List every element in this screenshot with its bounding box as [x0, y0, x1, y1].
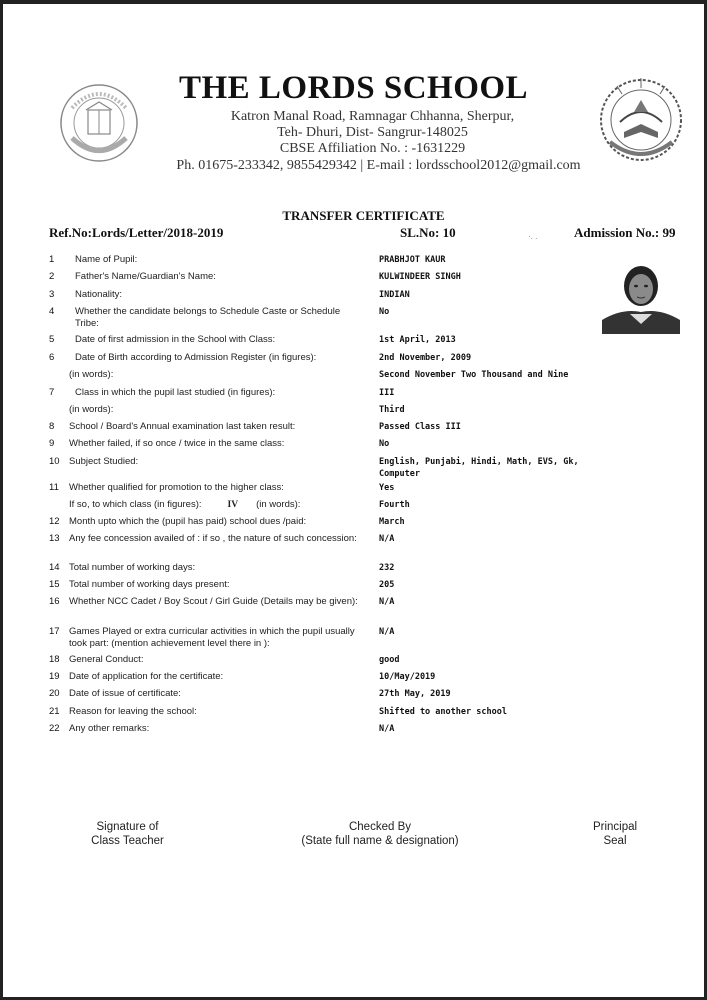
row-number: 21	[49, 706, 60, 717]
row-label: Month upto which the (pupil has paid) school dues /paid:	[69, 516, 307, 527]
serial-number: SL.No: 10	[400, 225, 456, 240]
row-label: (in words):	[69, 369, 114, 380]
row-number: 11	[49, 482, 59, 493]
row-value: 27th May, 2019	[379, 689, 451, 699]
signature-label-line1: Principal	[592, 821, 638, 833]
row-number: 10	[49, 456, 60, 467]
row-label-suffix: (in words):	[256, 499, 301, 510]
reference-number: Ref.No:Lords/Letter/2018-2019	[49, 225, 224, 240]
row-value: III	[379, 388, 395, 398]
signature-label-line1: Checked By	[348, 821, 411, 833]
row-value: 2nd November, 2009	[379, 353, 472, 363]
class-teacher-signature	[70, 820, 185, 848]
row-value: INDIAN	[379, 290, 410, 300]
scan-speck: ·. .	[528, 232, 538, 241]
row-label: Total number of working days:	[69, 562, 196, 573]
row-label: Name of Pupil:	[75, 254, 138, 265]
school-name: THE LORDS SCHOOL	[178, 70, 529, 106]
row-label: Reason for leaving the school:	[69, 706, 197, 717]
row-label: Whether the candidate belongs to Schedule Caste or Schedule Tribe:	[75, 306, 341, 329]
row-value: Third	[379, 405, 405, 415]
row-value: KULWINDEER SINGH	[379, 272, 461, 282]
row-number: 4	[49, 306, 55, 317]
row-label: Class in which the pupil last studied (in figures):	[75, 387, 276, 398]
signature-label-line2: Class Teacher	[91, 835, 164, 847]
signature-label-line2: Seal	[603, 835, 627, 847]
row-number: 3	[49, 289, 55, 300]
row-value: No	[379, 307, 390, 317]
row-number: 19	[49, 671, 60, 682]
row-label: Date of issue of certificate:	[69, 688, 181, 699]
row-label-prefix: If so, to which class (in figures):	[69, 499, 202, 510]
row-label: (in words):	[69, 404, 114, 415]
row-label	[69, 499, 379, 511]
checked-by-signature	[280, 820, 480, 848]
row-number: 20	[49, 688, 60, 699]
row-number: 9	[49, 438, 55, 449]
row-label: School / Board's Annual examination last taken result:	[69, 421, 296, 432]
row-value: Fourth	[379, 500, 410, 510]
row-label: Whether qualified for promotion to the higher class:	[69, 482, 284, 493]
row-number: 13	[49, 533, 60, 544]
row-label: Any fee concession availed of : if so , the nature of such concession:	[69, 533, 357, 544]
row-value: N/A	[379, 724, 395, 734]
page-border-top	[0, 0, 707, 4]
row-value: good	[379, 655, 400, 665]
row-value: Passed Class III	[379, 422, 461, 432]
row-number: 5	[49, 334, 55, 345]
row-label: Nationality:	[75, 289, 122, 300]
row-label: Any other remarks:	[69, 723, 150, 734]
row-number: 22	[49, 723, 60, 734]
address-line-1: Katron Manal Road, Ramnagar Chhanna, Sherpur,	[230, 109, 515, 124]
row-number: 16	[49, 596, 60, 607]
row-label: Date of application for the certificate:	[69, 671, 224, 682]
row-label: General Conduct:	[69, 654, 144, 665]
row-value: 232	[379, 563, 395, 573]
principal-signature	[570, 820, 660, 848]
row-value: March	[379, 517, 405, 527]
row-number: 14	[49, 562, 60, 573]
row-label: Date of Birth according to Admission Register (in figures):	[75, 352, 317, 363]
row-number: 17	[49, 626, 60, 637]
row-value: Shifted to another school	[379, 707, 507, 717]
row-value: N/A	[379, 627, 395, 637]
row-label: Whether NCC Cadet / Boy Scout / Girl Guide (Details may be given):	[69, 596, 358, 607]
row-label: Date of first admission in the School with Class:	[75, 334, 276, 345]
row-value: English, Punjabi, Hindi, Math, EVS, Gk, Computer	[379, 457, 579, 479]
row-label: Father's Name/Guardian's Name:	[75, 271, 216, 282]
promotion-class-figure: IV	[227, 500, 239, 510]
row-value: N/A	[379, 597, 395, 607]
row-label: Total number of working days present:	[69, 579, 230, 590]
affiliation-line: CBSE Affiliation No. : -1631229	[279, 141, 466, 156]
student-photo	[602, 262, 680, 334]
row-label: Games Played or extra curricular activities in which the pupil usually took part: (mention achievement level there in ):	[69, 626, 355, 649]
row-number: 15	[49, 579, 60, 590]
row-value: 205	[379, 580, 395, 590]
row-value: PRABHJOT KAUR	[379, 255, 446, 265]
row-number: 7	[49, 387, 55, 398]
row-value: 1st April, 2013	[379, 335, 456, 345]
row-number: 6	[49, 352, 55, 363]
row-value: Yes	[379, 483, 395, 493]
address-line-2: Teh- Dhuri, Dist- Sangrur-148025	[277, 125, 468, 140]
row-number: 1	[49, 254, 55, 265]
row-number: 2	[49, 271, 55, 282]
row-value: N/A	[379, 534, 395, 544]
row-number: 12	[49, 516, 60, 527]
signature-label-line2: (State full name & designation)	[301, 835, 459, 847]
admission-number: Admission No.: 99	[574, 225, 676, 240]
certificate-title: TRANSFER CERTIFICATE	[282, 208, 445, 223]
row-label: Subject Studied:	[69, 456, 139, 467]
row-value: No	[379, 439, 390, 449]
row-value: 10/May/2019	[379, 672, 436, 682]
signature-label-line1: Signature of	[96, 821, 159, 833]
row-number: 18	[49, 654, 60, 665]
row-value: Second November Two Thousand and Nine	[379, 370, 569, 380]
row-label: Whether failed, if so once / twice in the same class:	[69, 438, 285, 449]
contact-line: Ph. 01675-233342, 9855429342 | E-mail : lordsschool2012@gmail.com	[176, 158, 581, 173]
row-number: 8	[49, 421, 55, 432]
